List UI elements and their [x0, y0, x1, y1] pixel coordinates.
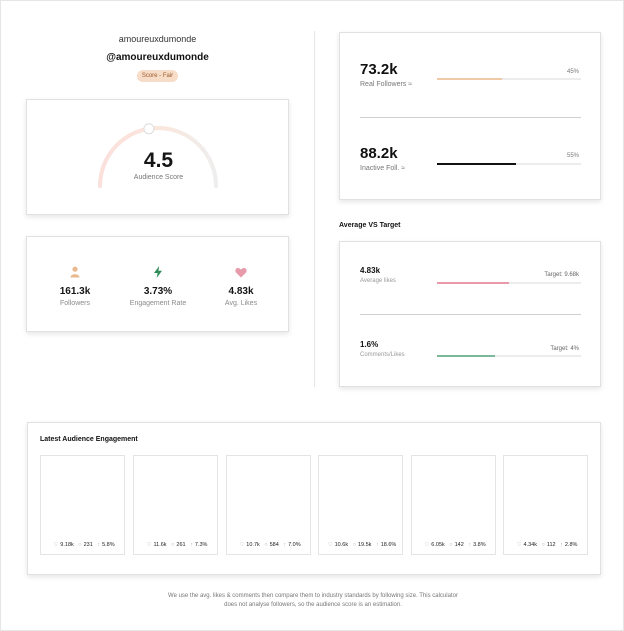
likes-target-label: Target: 9.68k — [544, 272, 579, 278]
comment-icon: ○ — [449, 542, 453, 548]
heart-icon: ♡ — [424, 542, 430, 548]
post-card[interactable] — [133, 455, 218, 555]
avg-likes-label: Avg. Likes — [224, 300, 258, 307]
post-engagement-rate: 7.0% — [288, 542, 301, 548]
post-stats — [412, 542, 495, 548]
post-comments: 19.5k — [357, 542, 372, 548]
post-likes: 9.18k — [60, 542, 74, 548]
post-likes: 10.7k — [246, 542, 260, 548]
inactive-followers-percent: 55% — [566, 153, 579, 159]
username: amoureuxdumonde — [118, 34, 197, 44]
audience-score-card — [26, 99, 289, 215]
post-comments: 261 — [176, 542, 186, 548]
post-engagement-rate: 3.8% — [473, 542, 486, 548]
post-card[interactable] — [318, 455, 403, 555]
comment-icon: ○ — [171, 542, 175, 548]
real-followers-label: Real Followers ≈ — [360, 81, 413, 88]
engagement-icon: ↑ — [97, 542, 101, 548]
user-icon — [37, 265, 113, 279]
comment-icon: ○ — [78, 542, 82, 548]
footnote: We use the avg. likes & comments then compare them to industry standards by following size. This calculator does not analyse followers, so the audience score is an estimation. — [168, 593, 458, 608]
heart-icon: ♡ — [146, 542, 152, 548]
post-likes: 11.6k — [153, 542, 167, 548]
followers-label: Followers — [60, 300, 90, 307]
post-card[interactable] — [40, 455, 125, 555]
comments-likes-value: 1.6% — [360, 340, 379, 349]
post-engagement-rate: 2.8% — [564, 542, 578, 548]
engagement-rate-label: Engagement Rate — [129, 300, 187, 307]
post-stats — [134, 542, 217, 548]
heart-icon — [203, 265, 279, 279]
post-comments: 142 — [454, 542, 464, 548]
heart-icon: ♡ — [239, 542, 245, 548]
audience-score-value: 4.5 — [143, 149, 174, 172]
average-likes-label: Average likes — [360, 278, 396, 284]
gauge-knob — [144, 124, 154, 134]
post-stats — [319, 542, 402, 548]
engagement-icon: ↑ — [190, 542, 193, 548]
engagement-icon: ↑ — [468, 542, 472, 548]
engagement-icon: ↑ — [375, 542, 379, 548]
post-stats — [227, 542, 310, 548]
latest-engagement-title: Latest Audience Engagement — [40, 436, 138, 443]
post-engagement-rate: 18.6% — [380, 542, 397, 548]
real-followers-bar-fill — [437, 78, 502, 80]
comments-target-label: Target: 4% — [550, 346, 579, 352]
post-likes: 6.05k — [431, 542, 445, 548]
comments-likes-label: Comments/Likes — [360, 352, 405, 358]
real-followers-bar — [437, 78, 581, 80]
profile-handle: @amoureuxdumonde — [106, 52, 209, 63]
comment-icon: ○ — [541, 542, 545, 548]
score-badge: Score - Fair — [137, 70, 178, 82]
followers-breakdown-card — [339, 32, 601, 200]
engagement-icon: ↑ — [283, 542, 287, 548]
engagement-rate-value: 3.73% — [143, 286, 173, 297]
post-stats — [504, 542, 587, 548]
post-engagement-rate: 5.8% — [102, 542, 115, 548]
stat-engagement — [120, 265, 196, 307]
audience-score-label: Audience Score — [133, 174, 184, 181]
comment-icon: ○ — [264, 542, 268, 548]
comments-target-bar-fill — [437, 355, 495, 357]
likes-target-bar-fill — [437, 282, 509, 284]
comments-target-bar — [437, 355, 581, 357]
post-likes: 4.34k — [523, 542, 537, 548]
post-comments: 231 — [83, 542, 93, 548]
heart-icon: ♡ — [53, 542, 59, 548]
post-card[interactable] — [411, 455, 496, 555]
likes-target-bar — [437, 282, 581, 284]
post-card[interactable] — [226, 455, 311, 555]
latest-engagement-card — [27, 422, 601, 575]
stat-avg-likes — [203, 265, 279, 307]
column-divider — [314, 31, 315, 387]
post-engagement-rate: 7.3% — [194, 542, 208, 548]
avg-likes-value: 4.83k — [228, 286, 254, 297]
separator — [360, 314, 581, 315]
post-likes: 10.6k — [334, 542, 349, 548]
followers-value: 161.3k — [59, 286, 91, 297]
post-stats — [41, 542, 124, 548]
avg-vs-target-card — [339, 241, 601, 387]
post-comments: 584 — [269, 542, 279, 548]
separator — [360, 117, 581, 118]
inactive-followers-label: Inactive Foll. ≈ — [360, 165, 406, 172]
average-likes-value: 4.83k — [360, 266, 381, 275]
comment-icon: ○ — [352, 542, 356, 548]
heart-icon: ♡ — [516, 542, 522, 548]
post-comments: 112 — [546, 542, 556, 548]
avg-vs-target-title: Average VS Target — [339, 222, 401, 229]
heart-icon: ♡ — [327, 542, 333, 548]
real-followers-value: 73.2k — [360, 61, 398, 78]
lightning-icon — [120, 265, 196, 279]
engagement-icon: ↑ — [560, 542, 563, 548]
profile-stats-card — [26, 236, 289, 332]
post-card[interactable] — [503, 455, 588, 555]
real-followers-percent: 45% — [566, 69, 579, 75]
inactive-followers-bar-fill — [437, 163, 516, 165]
stat-followers — [37, 265, 113, 307]
inactive-followers-bar — [437, 163, 581, 165]
inactive-followers-value: 88.2k — [360, 145, 398, 162]
